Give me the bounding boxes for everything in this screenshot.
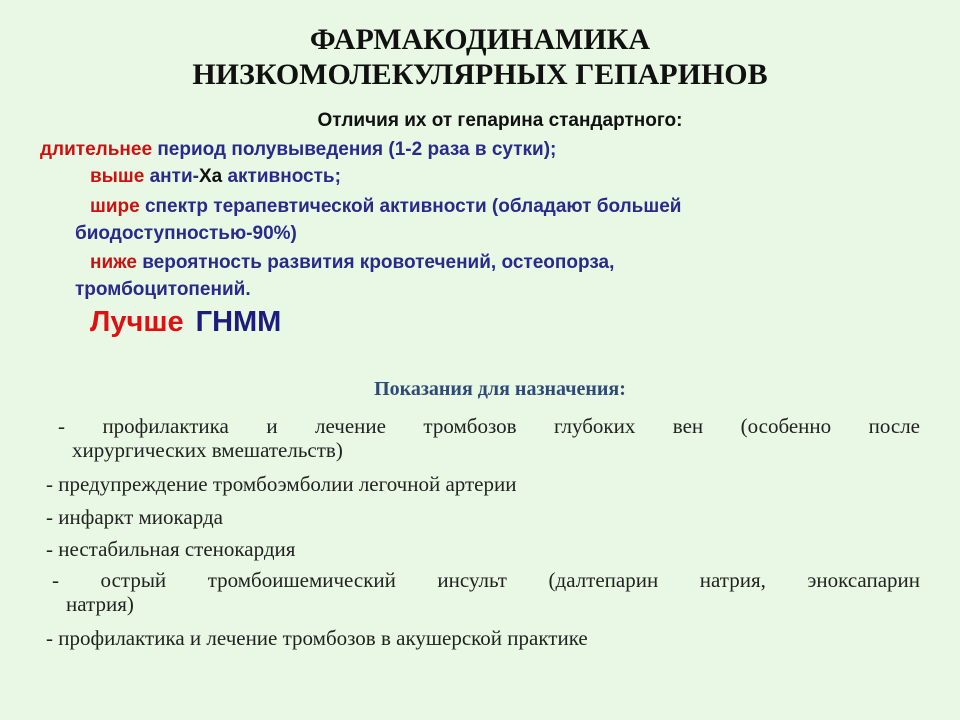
indication-item: - предупреждение тромбоэмболии легочной артерии xyxy=(46,472,517,496)
conclusion-subject: ГНММ xyxy=(195,306,282,338)
difference-item-spectrum-cont: биодоступностью-90%) xyxy=(75,223,297,244)
difference-item-halflife xyxy=(40,137,556,163)
difference-item-antixa xyxy=(90,164,341,190)
difference-keyword: выше xyxy=(90,166,145,187)
difference-text: анти- xyxy=(144,166,199,187)
indication-item xyxy=(52,568,920,616)
indications-heading: Показания для назначения: xyxy=(374,378,626,400)
difference-item-bleeding-cont: тромбоцитопений. xyxy=(75,279,251,300)
slide-title-line1: ФАРМАКОДИНАМИКА xyxy=(309,23,651,56)
difference-item-bleeding xyxy=(90,250,614,276)
difference-item-spectrum xyxy=(90,194,681,220)
difference-keyword: шире xyxy=(90,196,140,217)
indication-text: - острый тромбоишемический инсульт (далтепарин натрия, эноксапарин xyxy=(52,568,920,592)
difference-text: период полувыведения (1-2 раза в сутки); xyxy=(152,139,557,160)
indication-item xyxy=(58,414,920,462)
difference-keyword: ниже xyxy=(90,252,137,273)
differences-heading: Отличия их от гепарина стандартного: xyxy=(317,110,683,131)
difference-keyword: длительнее xyxy=(40,139,153,160)
difference-text: Ха xyxy=(198,166,223,187)
indication-text-cont: натрия) xyxy=(66,592,134,616)
indication-item: - нестабильная стенокардия xyxy=(46,537,296,561)
indication-item: - инфаркт миокарда xyxy=(46,505,223,529)
conclusion-word: Лучше xyxy=(90,306,184,338)
slide-title-line2: НИЗКОМОЛЕКУЛЯРНЫХ ГЕПАРИНОВ xyxy=(192,58,768,91)
indication-item: - профилактика и лечение тромбозов в акушерской практике xyxy=(46,626,588,650)
difference-text: спектр терапевтической активности (обладают большей xyxy=(139,196,682,217)
conclusion xyxy=(90,304,281,340)
indication-text-cont: хирургических вмешательств) xyxy=(72,438,343,462)
difference-text: активность; xyxy=(222,166,341,187)
indication-text: - профилактика и лечение тромбозов глубоких вен (особенно после xyxy=(58,414,920,438)
difference-text: вероятность развития кровотечений, остеопорза, xyxy=(136,252,615,273)
